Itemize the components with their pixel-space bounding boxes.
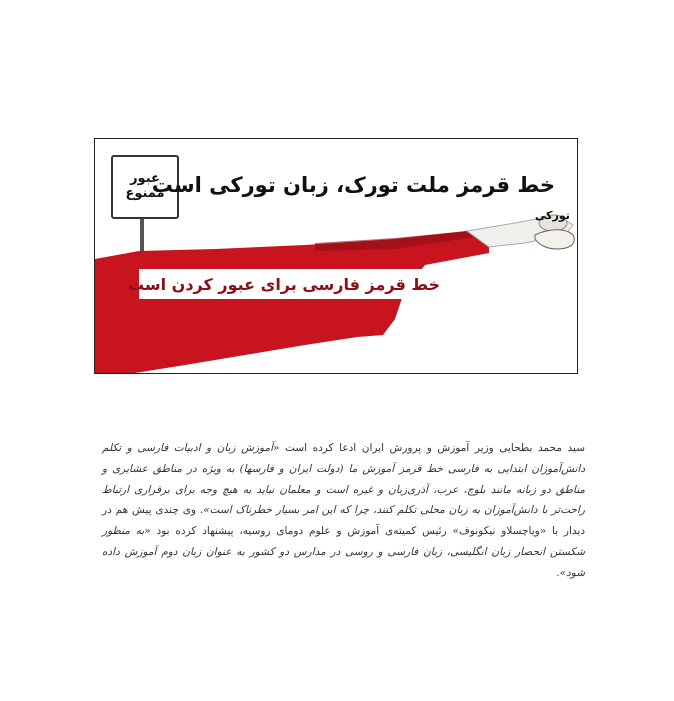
- article-quote2: «به منظور شکستن انحصار زبان انگلیسی، زبان فارسی و روسی در مدارس دو کشور به عنوان زبان دوم آموزش داده شود».: [102, 525, 585, 579]
- article-quote1: «آموزش زبان و ادبیات فارسی و تکلم دانش‌آموزان ابتدایی به فارسی خط قرمز آموزش ما (دولت ایران و فارسها) به ویژه در مناطق عشایری و مناطق دو زبانه مانند بلوچ، عرب، آذری‌زبان و غیره است و معلمان نباید به هیچ وجه برای برقراری ارتباط راحت‌تر با دانش‌آموزان به زبان محلی تکلم کنند، چرا که این امر بسیار خطرناک است».: [102, 442, 585, 517]
- turki-label: تورکی: [535, 209, 570, 222]
- sign-post: [140, 214, 144, 252]
- hand-icon: [535, 230, 574, 249]
- sign-line2: ممنوع: [125, 186, 165, 201]
- article-seg1: سید محمد بطحایی وزیر آموزش و پرورش ایران ادعا کرده است: [279, 442, 585, 454]
- red-carpet: [95, 231, 489, 374]
- banner-headline: خط قرمز ملت تورک، زبان تورکی است: [151, 173, 555, 197]
- article-seg2: وی چندی پیش هم در دیدار با «ویاچسلاو نیکونوف» رئیس کمیته‌ی آموزش و علوم دومای روسیه، پیشنهاد کرده بود: [102, 504, 585, 538]
- sign-line1: عبور: [130, 171, 160, 187]
- article-paragraph: [102, 438, 585, 584]
- red-carpet-caption: خط قرمز فارسی برای عبور کردن است: [139, 269, 429, 299]
- article-body: [102, 438, 585, 584]
- banner-image: [94, 138, 578, 374]
